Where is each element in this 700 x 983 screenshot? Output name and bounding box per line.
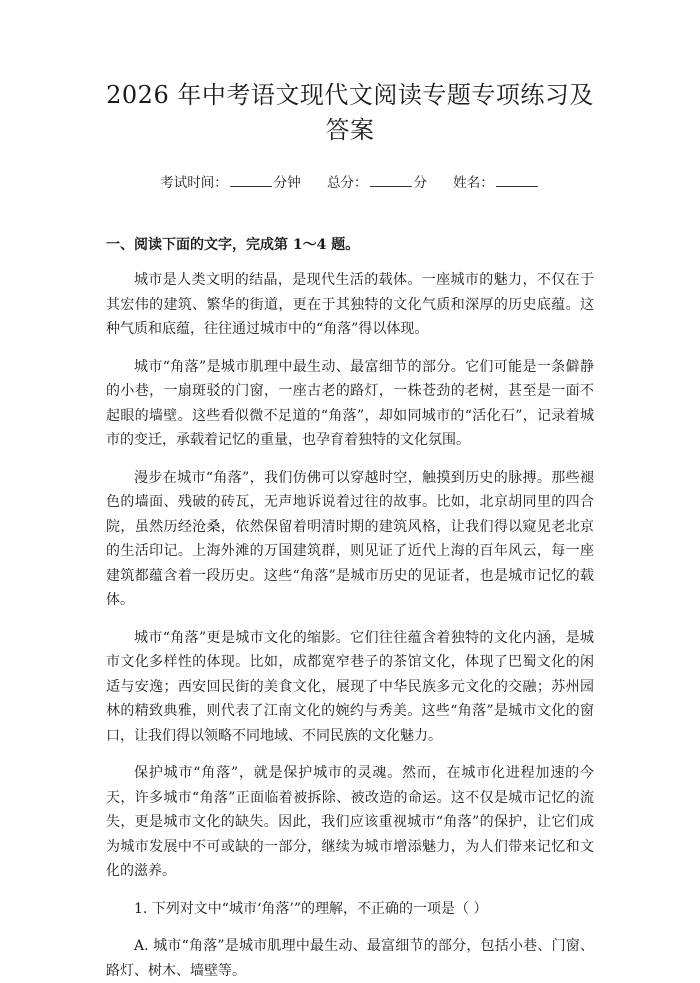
exam-time-label: 考试时间： (160, 175, 228, 191)
total-score-label: 总分： (327, 175, 368, 191)
exam-time-unit: 分钟 (273, 175, 301, 191)
total-score-unit: 分 (413, 175, 427, 191)
paragraph-1: 城市是人类文明的结晶，是现代生活的载体。一座城市的魅力，不仅在于其宏伟的建筑、繁华的街道，更在于其独特的文化气质和深厚的历史底蕴。这种气质和底蕴，往往通过城市中的“角落”得以体现。 (106, 272, 594, 337)
exam-info-line (106, 172, 594, 193)
paragraph-5: 保护城市“角落”，就是保护城市的灵魂。然而，在城市化进程加速的今天，许多城市“角落”正面临着被拆除、被改造的命运。这不仅是城市记忆的流失，更是城市文化的缺失。因此，我们应该重视城市“角落”的保护，让它们成为城市发展中不可或缺的一部分，继续为城市增添魅力，为人们带来记忆和文化的滋养。 (106, 765, 594, 879)
paragraph-4: 城市“角落”更是城市文化的缩影。它们往往蕴含着独特的文化内涵，是城市文化多样性的体现。比如，成都宽窄巷子的茶馆文化，体现了巴蜀文化的闲适与安逸；西安回民街的美食文化，展现了中华民族多元文化的交融；苏州园林的精致典雅，则代表了江南文化的婉约与秀美。这些“角落”是城市文化的窗口，让我们得以领略不同地域、不同民族的文化魅力。 (106, 629, 594, 744)
paragraph-2: 城市“角落”是城市肌理中最生动、最富细节的部分。它们可能是一条僻静的小巷，一扇斑驳的门窗，一座古老的路灯，一株苍劲的老树，甚至是一面不起眼的墙壁。这些看似微不足道的“角落”，却如同城市的“活化石”，记录着城市的变迁，承载着记忆的重量，也孕育着独特的文化氛围。 (106, 358, 594, 448)
question-1-option-a: A. 城市“角落”是城市肌理中最生动、最富细节的部分，包括小巷、门窗、路灯、树木、墙壁等。 (106, 938, 594, 979)
question-1-stem: 1. 下列对文中“城市‘角落’”的理解，不正确的一项是（ ） (134, 900, 488, 917)
section-heading: 一、阅读下面的文字，完成第 1～4 题。 (106, 237, 360, 253)
document-title: 2026 年中考语文现代文阅读专题专项练习及答案 (106, 81, 594, 144)
paragraph-3: 漫步在城市“角落”，我们仿佛可以穿越时空，触摸到历史的脉搏。那些褪色的墙面、残破的砖瓦，无声地诉说着过往的故事。比如，北京胡同里的四合院，虽然历经沧桑，依然保留着明清时期的建筑风格，让我们得以窥见老北京的生活印记。上海外滩的万国建筑群，则见证了近代上海的百年风云，每一座建筑都蕴含着一段历史。这些“角落”是城市历史的见证者，也是城市记忆的载体。 (106, 469, 594, 608)
total-score-blank[interactable] (370, 172, 412, 187)
name-field (453, 172, 540, 193)
exam-time-field (160, 172, 301, 193)
total-score-field (327, 172, 427, 193)
name-blank[interactable] (496, 172, 538, 187)
exam-time-blank[interactable] (230, 172, 272, 187)
name-label: 姓名： (453, 175, 494, 191)
